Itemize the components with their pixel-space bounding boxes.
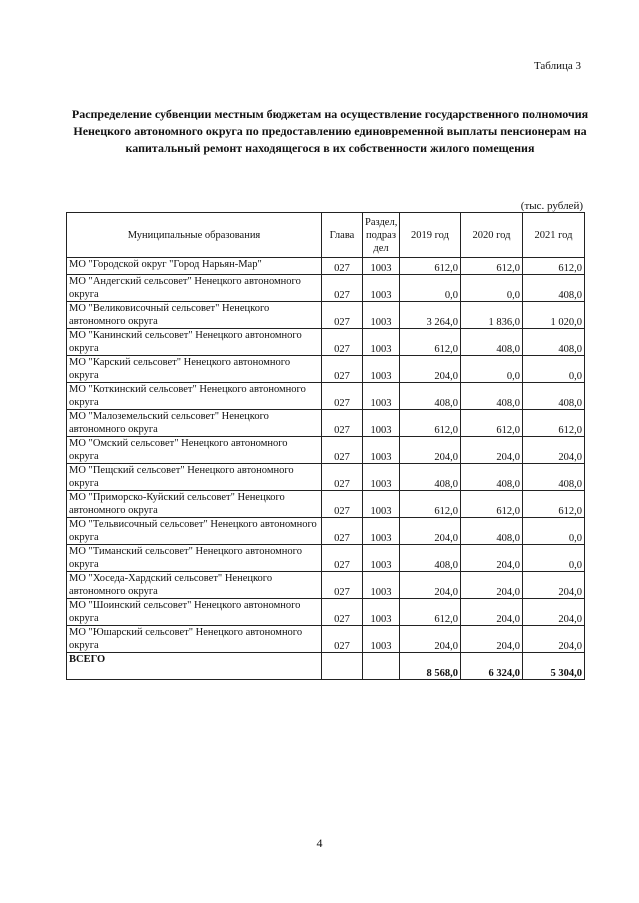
municipality-name: МО "Пещский сельсовет" Ненецкого автономного округа <box>67 464 322 491</box>
section-cell: 1003 <box>363 383 400 410</box>
table-row <box>67 329 585 356</box>
value-2020: 204,0 <box>461 545 523 572</box>
value-2020: 408,0 <box>461 383 523 410</box>
municipality-name: МО "Омский сельсовет" Ненецкого автономного округа <box>67 437 322 464</box>
value-2020: 612,0 <box>461 258 523 275</box>
section-cell: 1003 <box>363 258 400 275</box>
section-cell: 1003 <box>363 518 400 545</box>
value-2021: 0,0 <box>523 356 585 383</box>
section-cell: 1003 <box>363 599 400 626</box>
header-2020: 2020 год <box>461 213 523 258</box>
value-2019: 612,0 <box>400 258 461 275</box>
value-2021: 0,0 <box>523 518 585 545</box>
total-row <box>67 653 585 680</box>
subvention-table <box>66 212 585 680</box>
total-2019: 8 568,0 <box>400 653 461 680</box>
section-cell: 1003 <box>363 329 400 356</box>
value-2021: 408,0 <box>523 329 585 356</box>
value-2020: 204,0 <box>461 626 523 653</box>
value-2019: 408,0 <box>400 464 461 491</box>
table-row <box>67 258 585 275</box>
section-cell: 1003 <box>363 572 400 599</box>
section-cell: 1003 <box>363 302 400 329</box>
total-label: ВСЕГО <box>67 653 322 680</box>
value-2019: 204,0 <box>400 626 461 653</box>
header-municipality: Муниципальные образования <box>67 213 322 258</box>
value-2019: 612,0 <box>400 410 461 437</box>
section-cell: 1003 <box>363 491 400 518</box>
chapter-cell: 027 <box>322 275 363 302</box>
value-2019: 408,0 <box>400 383 461 410</box>
value-2019: 204,0 <box>400 437 461 464</box>
table-row <box>67 302 585 329</box>
municipality-name: МО "Тиманский сельсовет" Ненецкого автономного округа <box>67 545 322 572</box>
value-2021: 1 020,0 <box>523 302 585 329</box>
value-2021: 612,0 <box>523 258 585 275</box>
header-2021: 2021 год <box>523 213 585 258</box>
value-2021: 0,0 <box>523 545 585 572</box>
section-cell: 1003 <box>363 275 400 302</box>
table-row <box>67 275 585 302</box>
chapter-cell: 027 <box>322 302 363 329</box>
value-2019: 204,0 <box>400 356 461 383</box>
value-2021: 612,0 <box>523 491 585 518</box>
value-2020: 204,0 <box>461 572 523 599</box>
chapter-cell: 027 <box>322 356 363 383</box>
value-2021: 612,0 <box>523 410 585 437</box>
chapter-cell: 027 <box>322 491 363 518</box>
municipality-name: МО "Юшарский сельсовет" Ненецкого автономного округа <box>67 626 322 653</box>
value-2020: 408,0 <box>461 518 523 545</box>
table-row <box>67 410 585 437</box>
value-2019: 612,0 <box>400 329 461 356</box>
table-row <box>67 437 585 464</box>
table-row <box>67 356 585 383</box>
value-2019: 204,0 <box>400 518 461 545</box>
municipality-name: МО "Коткинский сельсовет" Ненецкого автономного округа <box>67 383 322 410</box>
section-cell: 1003 <box>363 437 400 464</box>
value-2019: 612,0 <box>400 599 461 626</box>
chapter-cell: 027 <box>322 383 363 410</box>
municipality-name: МО "Карский сельсовет" Ненецкого автономного округа <box>67 356 322 383</box>
municipality-name: МО "Шоинский сельсовет" Ненецкого автономного округа <box>67 599 322 626</box>
municipality-name: МО "Малоземельский сельсовет" Ненецкого автономного округа <box>67 410 322 437</box>
section-cell: 1003 <box>363 410 400 437</box>
chapter-cell: 027 <box>322 258 363 275</box>
value-2019: 0,0 <box>400 275 461 302</box>
header-chapter: Глава <box>322 213 363 258</box>
page-number: 4 <box>316 836 323 850</box>
chapter-cell: 027 <box>322 518 363 545</box>
value-2019: 3 264,0 <box>400 302 461 329</box>
municipality-name: МО "Приморско-Куйский сельсовет" Ненецкого автономного округа <box>67 491 322 518</box>
table-row <box>67 626 585 653</box>
chapter-cell: 027 <box>322 572 363 599</box>
value-2021: 204,0 <box>523 572 585 599</box>
municipality-name: МО "Тельвисочный сельсовет" Ненецкого автономного округа <box>67 518 322 545</box>
municipality-name: МО "Великовисочный сельсовет" Ненецкого автономного округа <box>67 302 322 329</box>
value-2020: 408,0 <box>461 464 523 491</box>
chapter-cell: 027 <box>322 410 363 437</box>
total-section-cell <box>363 653 400 680</box>
chapter-cell: 027 <box>322 599 363 626</box>
header-section: Раздел, подраз дел <box>363 213 400 258</box>
value-2020: 1 836,0 <box>461 302 523 329</box>
table-row <box>67 383 585 410</box>
municipality-name: МО "Андегский сельсовет" Ненецкого автономного округа <box>67 275 322 302</box>
header-2019: 2019 год <box>400 213 461 258</box>
total-chapter-cell <box>322 653 363 680</box>
chapter-cell: 027 <box>322 626 363 653</box>
value-2020: 612,0 <box>461 491 523 518</box>
table-row <box>67 518 585 545</box>
value-2021: 408,0 <box>523 383 585 410</box>
total-2021: 5 304,0 <box>523 653 585 680</box>
municipality-name: МО "Канинский сельсовет" Ненецкого автономного округа <box>67 329 322 356</box>
table-header-row <box>67 213 585 258</box>
value-2020: 612,0 <box>461 410 523 437</box>
chapter-cell: 027 <box>322 545 363 572</box>
chapter-cell: 027 <box>322 329 363 356</box>
section-cell: 1003 <box>363 545 400 572</box>
section-cell: 1003 <box>363 464 400 491</box>
value-2019: 204,0 <box>400 572 461 599</box>
municipality-name: МО "Городской округ "Город Нарьян-Мар" <box>67 258 322 275</box>
value-2020: 408,0 <box>461 329 523 356</box>
document-title: Распределение субвенции местным бюджетам на осуществление государственного полномочия Ненецкого автономного округа по предоставлению единовременной выплаты пенсионерам на капитальный ремонт находящегося в их собственности жилого помещения <box>71 107 589 155</box>
value-2019: 408,0 <box>400 545 461 572</box>
units-label: (тыс. рублей) <box>520 200 583 212</box>
value-2021: 204,0 <box>523 626 585 653</box>
total-2020: 6 324,0 <box>461 653 523 680</box>
table-row <box>67 491 585 518</box>
value-2021: 204,0 <box>523 599 585 626</box>
value-2021: 408,0 <box>523 275 585 302</box>
value-2019: 612,0 <box>400 491 461 518</box>
chapter-cell: 027 <box>322 464 363 491</box>
value-2020: 0,0 <box>461 275 523 302</box>
chapter-cell: 027 <box>322 437 363 464</box>
value-2021: 204,0 <box>523 437 585 464</box>
table-label: Таблица 3 <box>533 60 581 72</box>
table-row <box>67 599 585 626</box>
municipality-name: МО "Хоседа-Хардский сельсовет" Ненецкого автономного округа <box>67 572 322 599</box>
value-2021: 408,0 <box>523 464 585 491</box>
value-2020: 204,0 <box>461 599 523 626</box>
table-row <box>67 464 585 491</box>
value-2020: 204,0 <box>461 437 523 464</box>
table-row <box>67 545 585 572</box>
table-row <box>67 572 585 599</box>
section-cell: 1003 <box>363 356 400 383</box>
value-2020: 0,0 <box>461 356 523 383</box>
section-cell: 1003 <box>363 626 400 653</box>
